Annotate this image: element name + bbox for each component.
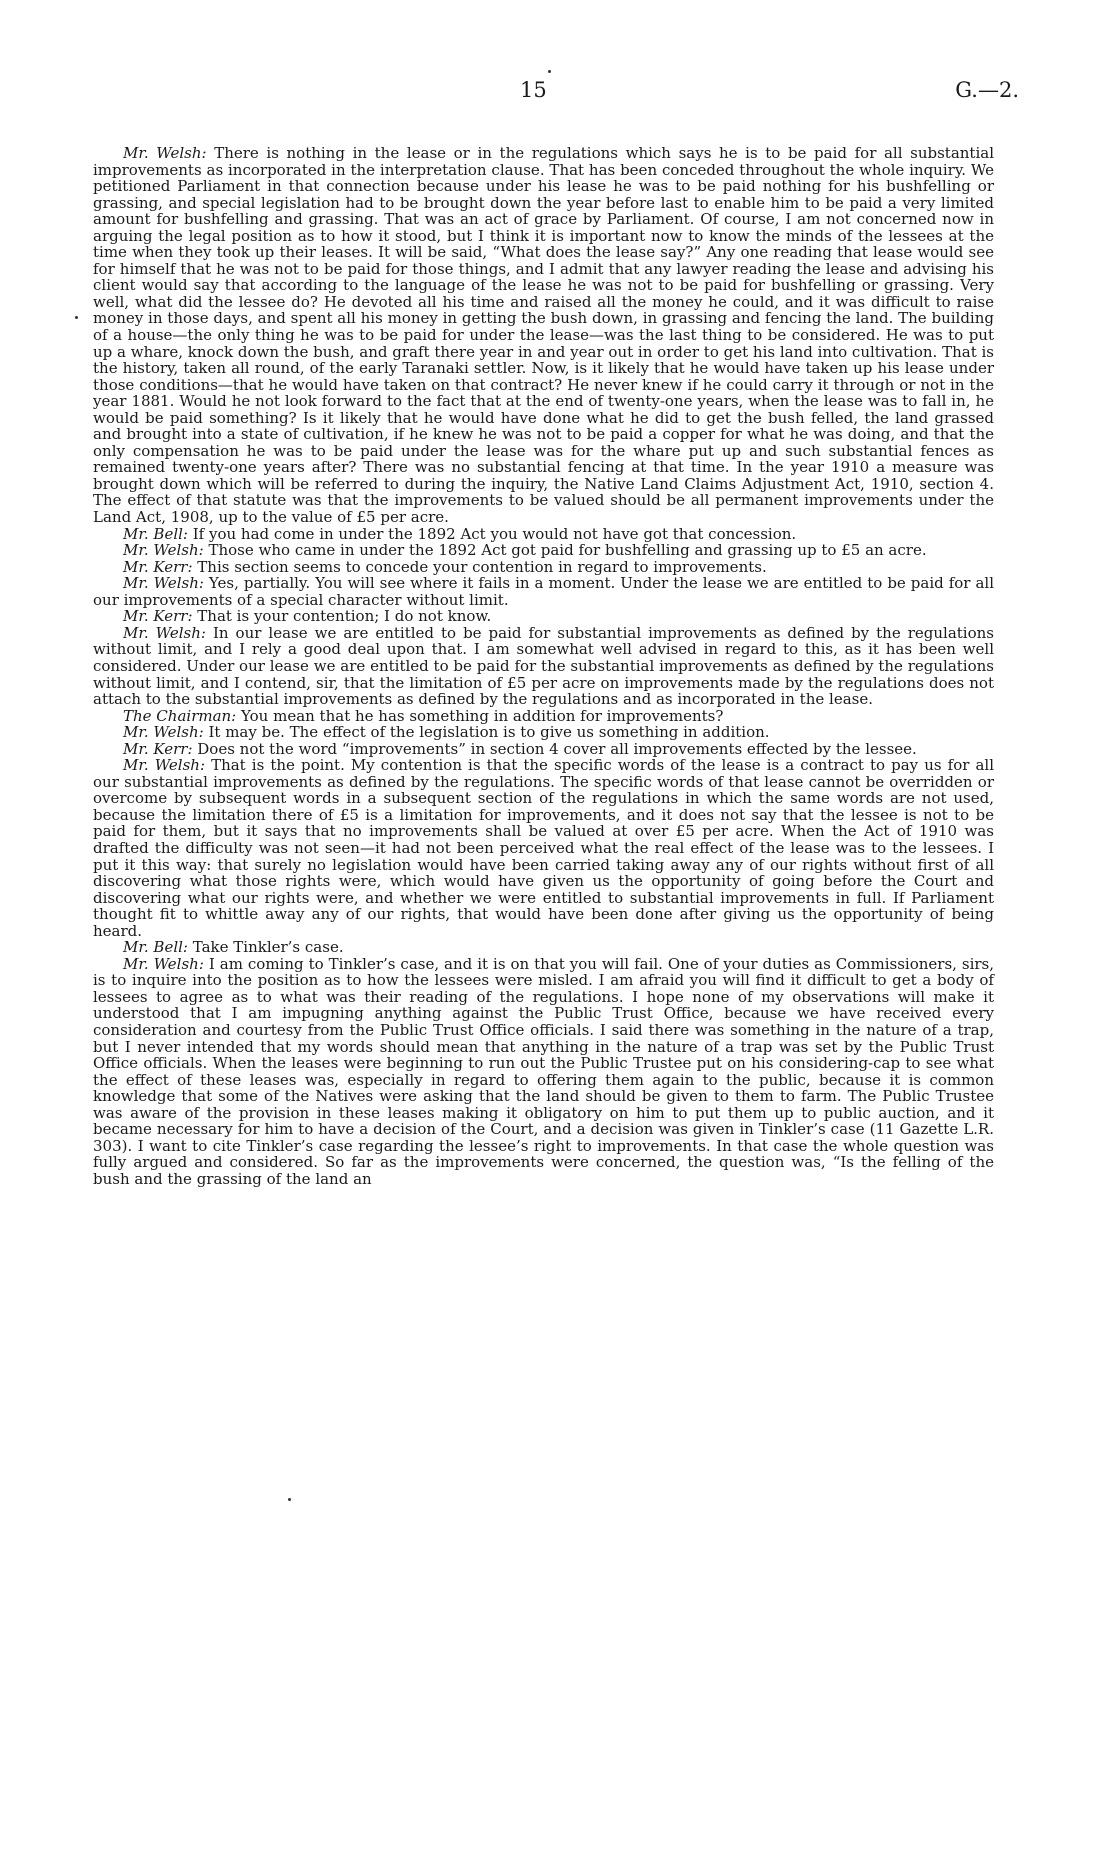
speech-text: In our lease we are entitled to be paid for substantial improvements as defined by the regulations without limit, and I rely a good deal upon that. I am somewhat well advised in regard to this, as it has been well considered. Under our lease we are entitled to be paid for the substantial improvements as defined by the regulations without limit, and I contend, sir, that the limitation of £5 per acre on improvements made by the regulations does not attach to the substantial improvements as defined by the regulations and as incorporated in the lease.: [93, 623, 994, 709]
transcript-paragraph: [93, 575, 994, 608]
speech-text: That is your contention; I do not know.: [197, 607, 492, 626]
transcript-paragraph: [93, 724, 994, 741]
speech-text: That is the point. My contention is that the specific words of the lease is a contract to pay us for all our substantial improvements as defined by the regulations. The specific words of that lease cannot be overridden or overcome by subsequent words in a subsequent section of the regulations in which the same words are not used, because the limitation there of £5 is a limitation for improvements, and it does not say that the lessee is not to be paid for them, but it says that no improvements shall be valued at over £5 per acre. When the Act of 1910 was drafted the difficulty was not seen—it had not been perceived what the real effect of the lease was to the lessees. I put it this way: that surely no legislation would have been carried taking away any of our rights without first of all discovering what those rights were, which would have given us the opportunity of going before the Court and discovering what our rights were, and whether we were entitled to substantial improvements in full. If Parliament thought fit to whittle away any of our rights, that would have been done after giving us the opportunity of being heard.: [93, 756, 994, 940]
speech-text: Those who came in under the 1892 Act got paid for bushfelling and grassing up to £5 an acre.: [208, 541, 927, 560]
speaker-name: Mr. Welsh:: [123, 756, 205, 775]
speech-text: There is nothing in the lease or in the regulations which says he is to be paid for all substantial improvements as incorporated in the interpretation clause. That has been conceded throughout the whole inquiry. We petitioned Parliament in that connection because under his lease he was to be paid nothing for his bushfelling or grassing, and special legislation had to be brought down the year before last to enable him to be paid a very limited amount for bushfelling and grassing. That was an act of grace by Parliament. Of course, I am not concerned now in arguing the legal position as to how it stood, but I think it is important now to know the minds of the lessees at the time when they took up their leases. It will be said, “What does the lease say?” Any one reading that lease would see for himself that he was not to be paid for those things, and I admit that any lawyer reading the lease and advising his client would say that according to the language of the lease he was not to be paid for bushfelling or grassing. Very well, what did the lessee do? He devoted all his time and raised all the money he could, and it was difficult to raise money in those days, and spent all his money in getting the bush down, in grassing and fencing the land. The building of a house—the only thing he was to be paid for under the lease—was the last thing to be considered. He was to put up a whare, knock down the bush, and graft there year in and year out in order to get his land into cultivation. That is the history, taken all round, of the early Taranaki settler. Now, is it likely that he would have taken up his lease under those conditions—that he would have taken on that contract? He never knew if he could carry it through or not in the year 1881. Would he not look forward to the fact that at the end of twenty-one years, when the lease was to fall in, he would be paid something? Is it likely that he would have done what he did to get the bush felled, the land grassed and brought into a state of cultivation, if he knew he was not to be paid a copper for what he was doing, and that the only compensation he was to be paid under the lease was for the whare put up and such substantial fences as remained twenty-one years after? There was no substantial fencing at that time. In the year 1910 a measure was brought down which will be referred to during the inquiry, the Native Land Claims Adjustment Act, 1910, section 4. The effect of that statute was that the improvements to be valued should be all permanent improvements under the Land Act, 1908, up to the value of £5 per acre.: [93, 144, 995, 527]
speaker-name: Mr. Kerr:: [123, 607, 193, 626]
speaker-name: The Chairman:: [123, 706, 237, 725]
speaker-name: Mr. Kerr:: [123, 557, 193, 576]
transcript-paragraph: [93, 145, 994, 526]
transcript-paragraph: [93, 708, 994, 725]
speech-text: This section seems to concede your contention in regard to improvements.: [197, 557, 767, 576]
speaker-name: Mr. Welsh:: [123, 574, 204, 593]
transcript-paragraph: [93, 526, 994, 543]
speaker-name: Mr. Bell:: [123, 938, 188, 957]
speech-text: It may be. The effect of the legislation is to give us something in addition.: [208, 723, 770, 742]
speaker-name: Mr. Welsh:: [123, 954, 204, 973]
speaker-name: Mr. Kerr:: [123, 739, 193, 758]
transcript-paragraph: [93, 625, 994, 708]
speech-text: Yes, partially. You will see where it fails in a moment. Under the lease we are entitled to be paid for all our improvements of a special character without limit.: [93, 574, 994, 609]
transcript-paragraph: [93, 542, 994, 559]
transcript-paragraph: [93, 559, 994, 576]
speech-text: If you had come in under the 1892 Act you would not have got that concession.: [192, 524, 797, 543]
speech-text: Take Tinkler’s case.: [192, 938, 344, 957]
speaker-name: Mr. Welsh:: [123, 623, 206, 642]
speaker-name: Mr. Welsh:: [123, 723, 204, 742]
print-speck: [75, 316, 78, 319]
speaker-name: Mr. Welsh:: [123, 541, 204, 560]
page-header: [0, 78, 1114, 108]
print-speck: [288, 1498, 291, 1501]
transcript-paragraph: [93, 956, 994, 1188]
speech-text: I am coming to Tinkler’s case, and it is on that you will fail. One of your duties as Commissioners, sirs, is to inquire into the position as to how the lessees were misled. I am afraid you will find it difficult to get a body of lessees to agree as to what was their reading of the regulations. I hope none of my observations will make it understood that I am impugning anything against the Public Trust Office, because we have received every consideration and courtesy from the Public Trust Office officials. I said there was something in the nature of a trap, but I never intended that my words should mean that anything in the nature of a trap was set by the Public Trust Office officials. When the leases were beginning to run out the Public Trustee put on his considering-cap to see what the effect of these leases was, especially in regard to offering them again to the public, because it is common knowledge that some of the Natives were asking that the land should be given to them to farm. The Public Trustee was aware of the provision in these leases making it obligatory on him to put them up to public auction, and it became necessary for him to have a decision of the Court, and a decision was given in Tinkler’s case (11 Gazette L.R. 303). I want to cite Tinkler’s case regarding the lessee’s right to improvements. In that case the whole question was fully argued and considered. So far as the improvements were concerned, the question was, “Is the felling of the bush and the grassing of the land an: [93, 954, 994, 1188]
page-number: 15: [520, 78, 547, 102]
print-speck: [548, 70, 551, 73]
transcript-paragraph: [93, 939, 994, 956]
transcript-paragraph: [93, 757, 994, 939]
document-reference: G.—2.: [955, 78, 1019, 102]
transcript-body: [93, 145, 994, 1187]
transcript-paragraph: [93, 608, 994, 625]
speech-text: You mean that he has something in addition for improvements?: [241, 706, 724, 725]
speech-text: Does not the word “improvements” in section 4 cover all improvements effected by the lessee.: [197, 739, 917, 758]
speaker-name: Mr. Bell:: [123, 524, 188, 543]
speaker-name: Mr. Welsh:: [123, 144, 207, 162]
transcript-paragraph: [93, 741, 994, 758]
